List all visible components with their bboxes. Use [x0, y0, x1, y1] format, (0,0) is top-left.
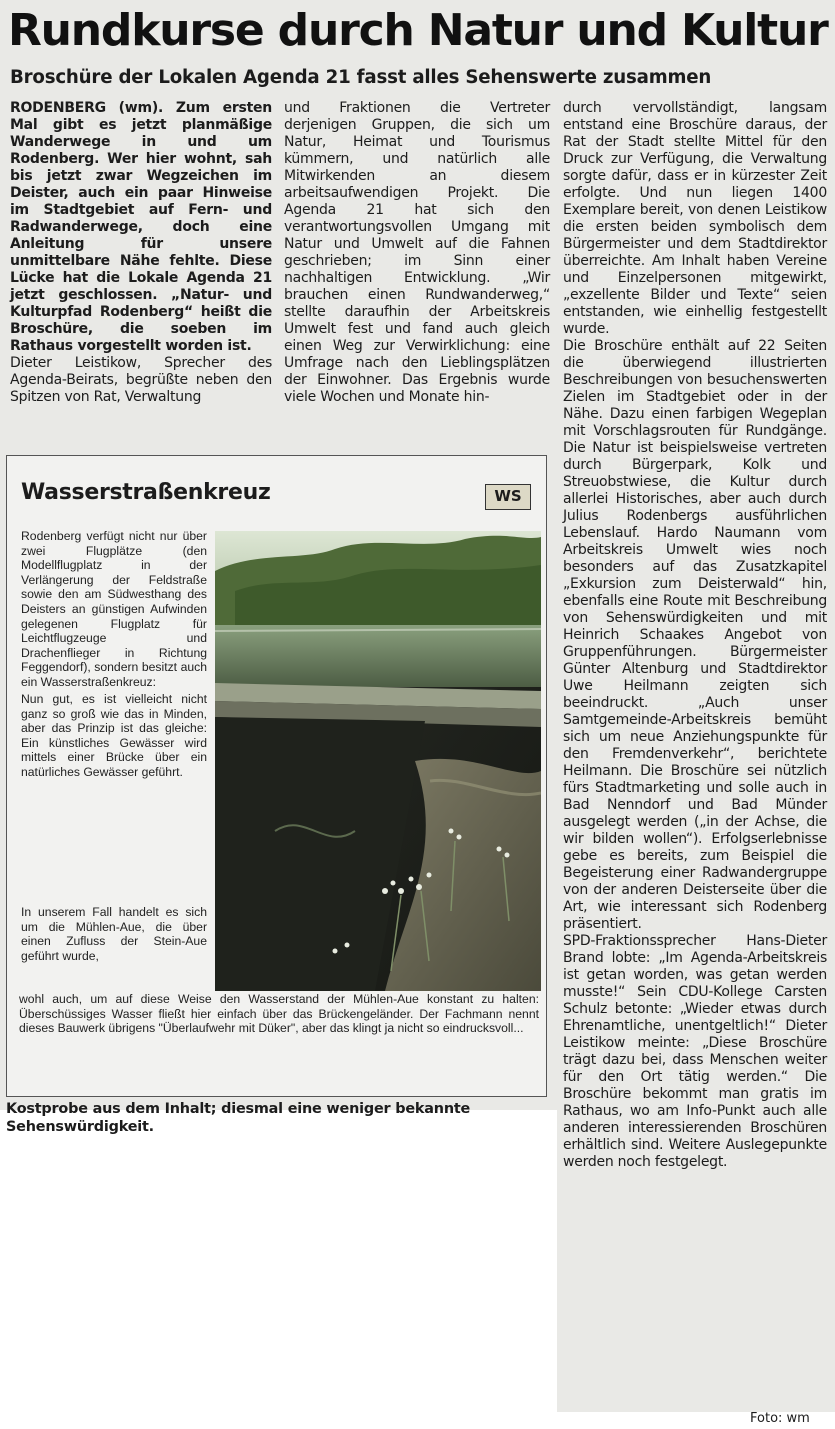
photo-credit: Foto: wm [750, 1411, 810, 1426]
headline: Rundkurse durch Natur und Kultur [8, 5, 828, 56]
info-box-paragraph-1: Rodenberg verfügt nicht nur über zwei Flugplätze (den Modellflugplatz in der Verlängerung der Feldstraße sowie den am Südwesthang des Deisters an günstigen Aufwinden gelegenen Flugplatz für Leichtflugzeuge und Drachenflieger in Richtung Feggendorf), sondern besitzt auch ein Wasserstraßenkreuz: [21, 529, 207, 689]
lead-paragraph: RODENBERG (wm). Zum ersten Mal gibt es jetzt planmäßige Wanderwege in und um Rodenberg. Wer hier wohnt, sah bis jetzt zwar Wegzeichen im Deister, auch ein paar Hinweise im Stadtgebiet auf Fern- und Radwanderwege, doch eine Anleitung für unsere unmittelbare Nähe fehlte. Diese Lücke hat die Lokale Agenda 21 jetzt geschlossen. „Natur- und Kulturpfad Rodenberg“ heißt die Broschüre, die soeben im Rathaus vorgestellt worden ist. [10, 100, 272, 354]
info-box-paragraph-3: In unserem Fall handelt es sich um die Mühlen-Aue, die über einen Zufluss der Stein-Aue geführt wurde, [21, 905, 207, 963]
info-box-title: Wasserstraßenkreuz [21, 480, 271, 505]
photo-weir [215, 531, 541, 991]
info-box-paragraph-2: Nun gut, es ist vielleicht nicht ganz so groß wie das in Minden, aber das Prinzip ist das gleiche: Ein künstliches Gewässer wird mittels einer Brücke über ein natürliches Gewässer geführt. [21, 692, 207, 779]
subheadline: Broschüre der Lokalen Agenda 21 fasst alles Sehenswerte zusammen [10, 67, 712, 88]
info-box [6, 455, 547, 1097]
info-box-badge: WS [485, 484, 531, 510]
photo-weir-image [215, 531, 541, 991]
column-3: durch vervollständigt, langsam entstand eine Broschüre daraus, der Rat der Stadt stellte Mittel für den Druck zur Verfügung, die Verwaltung sorgte dafür, dass er in kürzester Zeit erfolgte. Und nun liegen 1400 Exemplare bereit, von denen Leistikow die ersten beiden symbolisch dem Bürgermeister und dem Stadtdirektor überreichte. Am Inhalt haben Vereine und Einzelpersonen mitgewirkt, „exzellente Bilder und Texte“ seien entstanden, wie einhellig festgestellt wurde. Die Broschüre enthält auf 22 Seiten die überwiegend illustrierten Beschreibungen von besuchenswerten Zielen im Stadtgebiet oder in der Nähe. Dazu einen farbigen Wegeplan mit Vorschlagsrouten für Rundgänge. Die Natur ist beispielsweise vertreten durch Bürgerpark, Kolk und Streuobstwiese, die Kultur durch allerlei Historisches, aber auch durch Julius Rodenbergs ausführlichen Lebenslauf. Hardo Naumann vom Arbeitskreis Umwelt wies noch besonders auf das Zusatzkapitel „Exkursion zum Deisterwald“ hin, ebenfalls eine Route mit Beschreibung von Sehenswürdigkeiten und mit Heinrich Schaakes Angebot von Gruppenführungen. Bürgermeister Günter Altenburg und Stadtdirektor Uwe Heilmann zeigten sich beeindruckt. „Auch unser Samtgemeinde-Arbeitskreis bemüht sich um neue Anziehungspunkte für den Fremdenverkehr“, berichtete Heilmann. Die Broschüre sei nützlich fürs Stadtmarketing und solle auch in Bad Nenndorf und Bad Münder ausgelegt werden („in der Achse, die wir bilden wollen“). Erfolgserlebnisse gebe es bereits, zum Beispiel die Begeisterung einer Radwandergruppe von der anderen Deisterseite über die Art, wie interessant sich Rodenberg präsentiert. SPD-Fraktionssprecher Hans-Dieter Brand lobte: „Im Agenda-Arbeitskreis ist getan worden, was getan werden musste!“ Sein CDU-Kollege Carsten Schulz betonte: „Wieder etwas durch Ehrenamtliche, unentgeltlich!“ Dieter Leistikow meinte: „Diese Broschüre trägt dazu bei, dass Menschen weiter für den Ort tätig werden.“ Die Broschüre bekommt man gratis im Rathaus, wo am Info-Punkt auch alle anderen interessierenden Broschüren erhältlich sind. Weitere Auslegepunkte werden noch festgelegt. [563, 100, 827, 1170]
column-2: und Fraktionen die Vertreter derjenigen Gruppen, die sich um Natur, Heimat und Tourismus kümmern, und natürlich alle Mitwirkenden an diesem arbeitsaufwendigen Projekt. Die Agenda 21 hat sich den verantwortungsvollen Umgang mit Natur und Umwelt auf die Fahnen geschrieben; im Sinn einer nachhaltigen Entwicklung. „Wir brauchen einen Rundwanderweg,“ stellte daraufhin der Arbeitskreis Umwelt fest und fand auch gleich einen Weg zur Verwirklichung: eine Umfrage nach den Lieblingsplätzen der Einwohner. Das Ergebnis wurde viele Wochen und Monate hin- [284, 100, 550, 405]
info-box-paragraph-4: wohl auch, um auf diese Weise den Wasserstand der Mühlen-Aue konstant zu halten: Überschüssiges Wasser fließt hier einfach über das Brückengeländer. Der Fachmann nennt dieses Bauwerk übrigens "Überlaufwehr mit Düker", aber das klingt ja nicht so eindrucksvoll... [19, 992, 539, 1036]
column-1-body: Dieter Leistikow, Sprecher des Agenda-Beirats, begrüßte neben den Spitzen von Rat, Verwaltung [10, 355, 272, 405]
column-1 [10, 100, 272, 406]
photo-caption: Kostprobe aus dem Inhalt; diesmal eine weniger bekannte Sehenswürdigkeit. [6, 1101, 471, 1135]
